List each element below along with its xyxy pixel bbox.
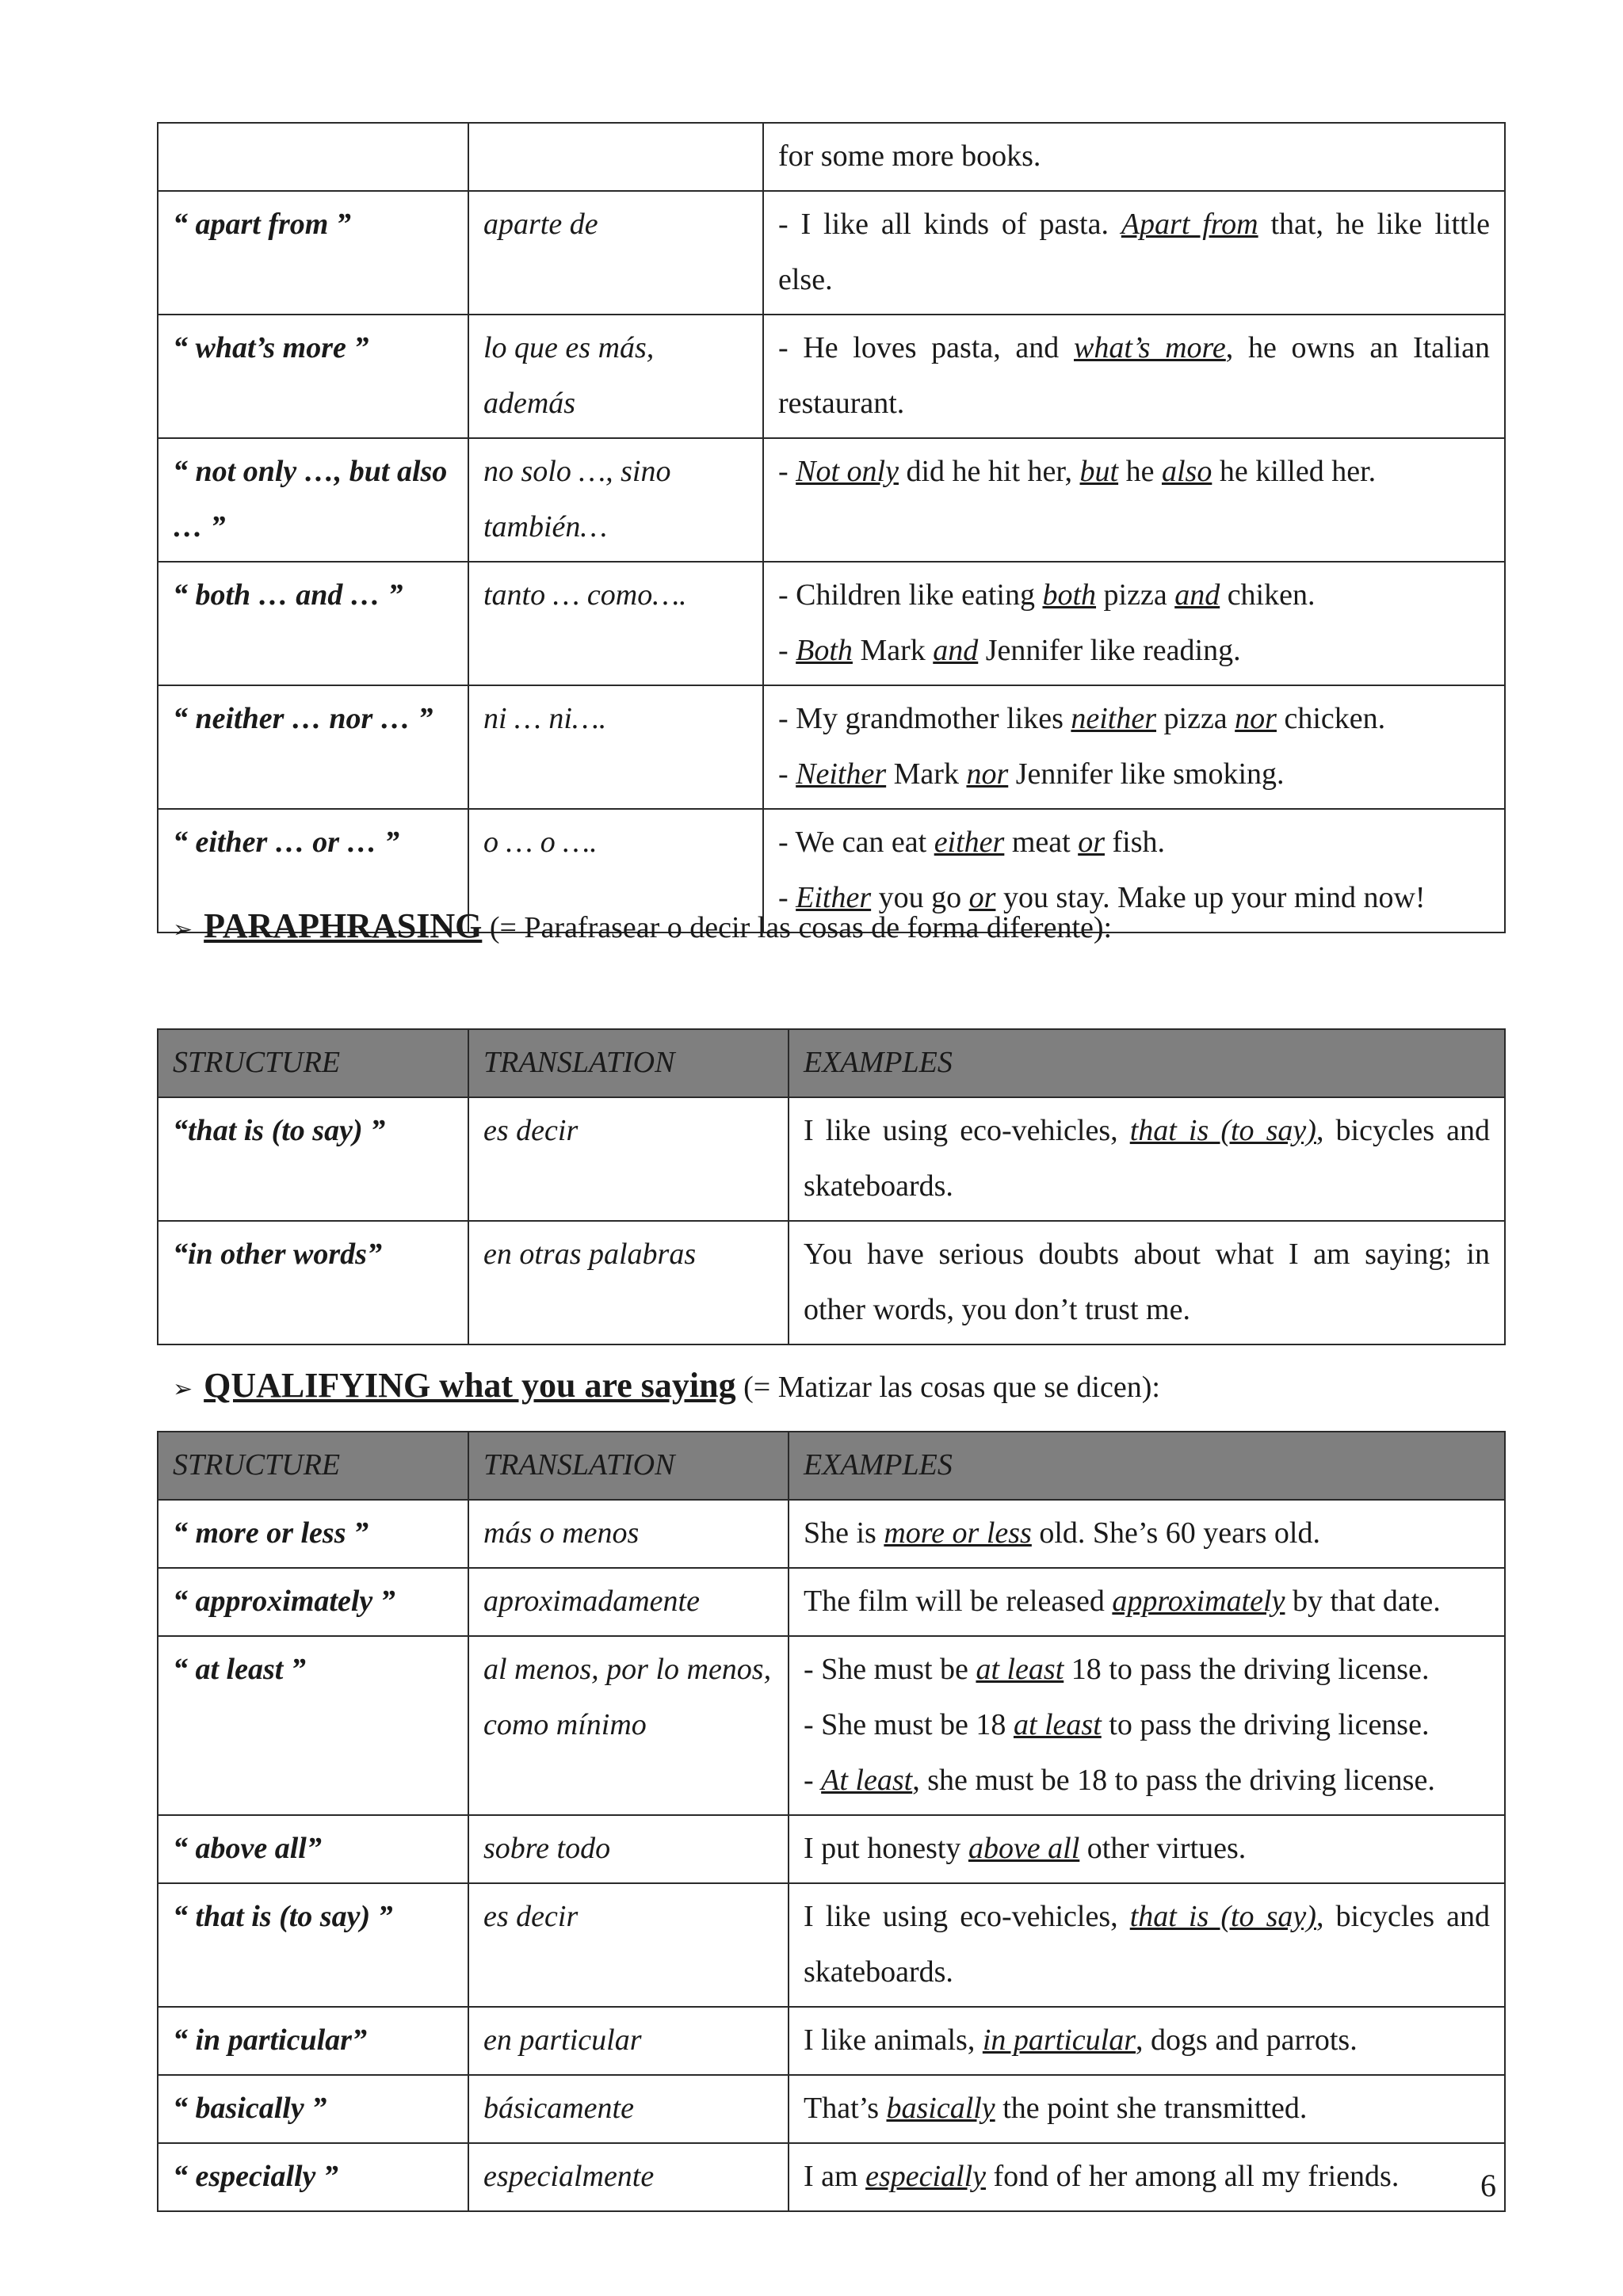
highlighted-phrase: approximately xyxy=(1112,1585,1285,1618)
example-text: She is xyxy=(804,1516,884,1550)
examples-cell xyxy=(789,1883,1505,2007)
table-row xyxy=(158,2007,1505,2075)
structure-cell: “ either … or … ” xyxy=(158,809,468,933)
translation-cell: tanto … como…. xyxy=(468,562,763,685)
example-text: for some more books. xyxy=(778,139,1041,173)
examples-cell xyxy=(763,438,1505,562)
translation-cell: o … o …. xyxy=(468,809,763,933)
structure-cell: “ more or less ” xyxy=(158,1500,468,1568)
structure-cell: “ approximately ” xyxy=(158,1568,468,1636)
example-line xyxy=(804,1889,1490,2000)
header-structure: STRUCTURE xyxy=(158,1029,468,1097)
header-examples: EXAMPLES xyxy=(789,1432,1505,1500)
example-text: Jennifer like reading. xyxy=(978,634,1241,667)
example-text: I like using eco-vehicles, xyxy=(804,1114,1130,1147)
example-line xyxy=(804,2081,1490,2136)
structure-cell: “ neither … nor … ” xyxy=(158,685,468,809)
table-row xyxy=(158,2143,1505,2211)
examples-cell xyxy=(763,562,1505,685)
example-text: did he hit her, xyxy=(898,455,1080,488)
example-line xyxy=(778,691,1490,746)
example-text: , bicycles and skateboards. xyxy=(804,1114,1491,1203)
translation-cell: no solo …, sino también… xyxy=(468,438,763,562)
highlighted-phrase: nor xyxy=(1235,702,1277,735)
highlighted-phrase: in particular xyxy=(982,2023,1136,2057)
example-text: old. She’s 60 years old. xyxy=(1031,1516,1320,1550)
highlighted-phrase: basically xyxy=(886,2092,995,2125)
example-text: by that date. xyxy=(1285,1585,1441,1618)
examples-cell xyxy=(789,2075,1505,2143)
example-text: - He loves pasta, and xyxy=(778,331,1074,364)
translation-cell: ni … ni…. xyxy=(468,685,763,809)
example-text: to pass the driving license. xyxy=(1101,1708,1430,1741)
example-text: he killed her. xyxy=(1212,455,1377,488)
example-line xyxy=(804,1642,1490,1697)
translation-cell: sobre todo xyxy=(468,1815,789,1883)
arrow-bullet-icon: ➢ xyxy=(173,917,193,943)
example-text: I like animals, xyxy=(804,2023,983,2057)
translation-cell: aparte de xyxy=(468,191,763,315)
example-text: you go xyxy=(871,881,969,914)
example-text: - xyxy=(778,634,796,667)
highlighted-phrase: above all xyxy=(968,1832,1080,1865)
example-text: fond of her among all my friends. xyxy=(986,2160,1400,2193)
example-text: That’s xyxy=(804,2092,887,2125)
structure-cell: “ that is (to say) ” xyxy=(158,1883,468,2007)
examples-cell xyxy=(789,1221,1505,1344)
table-row xyxy=(158,685,1505,809)
highlighted-phrase: Not only xyxy=(796,455,899,488)
example-text: he xyxy=(1118,455,1162,488)
examples-cell xyxy=(763,685,1505,809)
structure-cell: “in other words” xyxy=(158,1221,468,1344)
highlighted-phrase: At least xyxy=(821,1764,913,1797)
example-text: , she must be 18 to pass the driving license. xyxy=(912,1764,1435,1797)
example-text: , dogs and parrots. xyxy=(1136,2023,1358,2057)
example-text: you stay. Make up your mind now! xyxy=(995,881,1426,914)
highlighted-phrase: more or less xyxy=(884,1516,1032,1550)
qualifying-title: QUALIFYING what you are saying xyxy=(204,1366,736,1405)
examples-cell xyxy=(763,123,1505,191)
highlighted-phrase: that is (to say) xyxy=(1129,1900,1316,1933)
examples-cell xyxy=(763,315,1505,438)
translation-cell xyxy=(468,123,763,191)
structure-cell xyxy=(158,123,468,191)
highlighted-phrase: Apart from xyxy=(1121,208,1258,241)
example-text: pizza xyxy=(1096,578,1175,612)
example-text: - xyxy=(804,1764,822,1797)
example-line xyxy=(778,196,1490,307)
highlighted-phrase: either xyxy=(934,826,1005,859)
example-line xyxy=(804,1821,1490,1876)
header-structure: STRUCTURE xyxy=(158,1432,468,1500)
qualifying-heading xyxy=(173,1365,1160,1405)
table-header-row xyxy=(158,1029,1505,1097)
example-text: Mark xyxy=(886,757,967,791)
example-line xyxy=(778,814,1490,870)
highlighted-phrase: that is (to say) xyxy=(1129,1114,1316,1147)
example-line xyxy=(778,128,1490,184)
examples-cell xyxy=(789,2143,1505,2211)
table-row xyxy=(158,438,1505,562)
example-text: The film will be released xyxy=(804,1585,1113,1618)
example-line xyxy=(804,2149,1490,2204)
header-translation: TRANSLATION xyxy=(468,1029,789,1097)
qualifying-subtitle: (= Matizar las cosas que se dicen): xyxy=(735,1371,1160,1404)
table-row xyxy=(158,315,1505,438)
translation-cell: más o menos xyxy=(468,1500,789,1568)
table-row xyxy=(158,562,1505,685)
example-text: - Children like eating xyxy=(778,578,1043,612)
highlighted-phrase: but xyxy=(1079,455,1119,488)
header-examples: EXAMPLES xyxy=(789,1029,1505,1097)
example-text: chicken. xyxy=(1276,702,1386,735)
example-line xyxy=(778,567,1490,623)
table-row xyxy=(158,1500,1505,1568)
highlighted-phrase: and xyxy=(1174,578,1220,612)
qualifying-table xyxy=(157,1431,1506,2212)
example-text: 18 to pass the driving license. xyxy=(1064,1653,1430,1686)
examples-cell xyxy=(789,2007,1505,2075)
highlighted-phrase: especially xyxy=(865,2160,987,2193)
highlighted-phrase: or xyxy=(968,881,996,914)
page-number: 6 xyxy=(1480,2168,1496,2203)
table-header-row xyxy=(158,1432,1505,1500)
highlighted-phrase: Both xyxy=(796,634,853,667)
translation-cell: es decir xyxy=(468,1883,789,2007)
table-row xyxy=(158,1636,1505,1815)
translation-cell: en particular xyxy=(468,2007,789,2075)
example-text: I put honesty xyxy=(804,1832,968,1865)
structure-cell: “ apart from ” xyxy=(158,191,468,315)
example-text: - My grandmother likes xyxy=(778,702,1071,735)
translation-cell: es decir xyxy=(468,1097,789,1221)
translation-cell: en otras palabras xyxy=(468,1221,789,1344)
examples-cell xyxy=(789,1500,1505,1568)
example-text: Jennifer like smoking. xyxy=(1008,757,1285,791)
highlighted-phrase: also xyxy=(1161,455,1212,488)
example-text: Mark xyxy=(852,634,934,667)
paraphrasing-table xyxy=(157,1028,1506,1345)
paraphrasing-heading xyxy=(173,906,1112,946)
example-text: chiken. xyxy=(1220,578,1316,612)
example-line xyxy=(778,623,1490,678)
example-text: that, he like little else. xyxy=(778,208,1490,296)
example-text: other virtues. xyxy=(1079,1832,1247,1865)
example-text: pizza xyxy=(1156,702,1235,735)
structure-cell: “ above all” xyxy=(158,1815,468,1883)
example-text: I like using eco-vehicles, xyxy=(804,1900,1130,1933)
example-text: , bicycles and skateboards. xyxy=(804,1900,1491,1989)
example-text: - We can eat xyxy=(778,826,934,859)
structure-cell: “ at least ” xyxy=(158,1636,468,1815)
example-text: - xyxy=(778,455,796,488)
highlighted-phrase: both xyxy=(1042,578,1097,612)
translation-cell: al menos, por lo menos, como mínimo xyxy=(468,1636,789,1815)
table-row xyxy=(158,1815,1505,1883)
table-row xyxy=(158,2075,1505,2143)
examples-cell xyxy=(789,1097,1505,1221)
examples-cell xyxy=(789,1815,1505,1883)
example-line xyxy=(778,444,1490,499)
table-row xyxy=(158,123,1505,191)
highlighted-phrase: Either xyxy=(796,881,872,914)
structure-cell: “ what’s more ” xyxy=(158,315,468,438)
structure-cell: “ especially ” xyxy=(158,2143,468,2211)
highlighted-phrase: neither xyxy=(1071,702,1157,735)
translation-cell: básicamente xyxy=(468,2075,789,2143)
highlighted-phrase: or xyxy=(1078,826,1105,859)
structure-cell: “ basically ” xyxy=(158,2075,468,2143)
example-text: You have serious doubts about what I am saying; in other words, you don’t trust me. xyxy=(804,1238,1490,1326)
structure-cell: “ in particular” xyxy=(158,2007,468,2075)
highlighted-phrase: at least xyxy=(976,1653,1064,1686)
highlighted-phrase: Neither xyxy=(796,757,887,791)
structure-cell: “ both … and … ” xyxy=(158,562,468,685)
highlighted-phrase: and xyxy=(933,634,979,667)
example-text: fish. xyxy=(1104,826,1165,859)
example-text: I am xyxy=(804,2160,866,2193)
table-row xyxy=(158,1097,1505,1221)
structure-cell: “that is (to say) ” xyxy=(158,1097,468,1221)
example-line xyxy=(804,1753,1490,1808)
table-row xyxy=(158,191,1505,315)
example-line xyxy=(804,2012,1490,2068)
example-text: - She must be xyxy=(804,1653,976,1686)
structure-cell: “ not only …, but also … ” xyxy=(158,438,468,562)
translation-cell: especialmente xyxy=(468,2143,789,2211)
header-translation: TRANSLATION xyxy=(468,1432,789,1500)
table-row xyxy=(158,1221,1505,1344)
connectors-table xyxy=(157,122,1506,933)
examples-cell xyxy=(789,1636,1505,1815)
highlighted-phrase: what’s more xyxy=(1073,331,1226,364)
examples-cell xyxy=(789,1568,1505,1636)
table-row xyxy=(158,1883,1505,2007)
arrow-bullet-icon: ➢ xyxy=(173,1376,193,1402)
example-line xyxy=(778,746,1490,802)
translation-cell: aproximadamente xyxy=(468,1568,789,1636)
example-line xyxy=(804,1103,1490,1214)
example-line xyxy=(778,320,1490,431)
example-text: - She must be 18 xyxy=(804,1708,1014,1741)
example-text: - I like all kinds of pasta. xyxy=(778,208,1121,241)
table-row xyxy=(158,1568,1505,1636)
example-text: - xyxy=(778,881,796,914)
example-line xyxy=(804,1573,1490,1629)
example-text: , he owns an Italian restaurant. xyxy=(778,331,1491,420)
translation-cell: lo que es más, además xyxy=(468,315,763,438)
example-line xyxy=(804,1697,1490,1753)
paraphrasing-subtitle: (= Parafrasear o decir las cosas de forma diferente): xyxy=(482,911,1113,944)
examples-cell xyxy=(763,191,1505,315)
example-text: the point she transmitted. xyxy=(995,2092,1308,2125)
highlighted-phrase: nor xyxy=(966,757,1009,791)
highlighted-phrase: at least xyxy=(1013,1708,1102,1741)
example-line xyxy=(804,1226,1490,1337)
example-text: meat xyxy=(1004,826,1079,859)
example-text: - xyxy=(778,757,796,791)
example-line xyxy=(804,1505,1490,1561)
paraphrasing-title: PARAPHRASING xyxy=(204,906,483,945)
